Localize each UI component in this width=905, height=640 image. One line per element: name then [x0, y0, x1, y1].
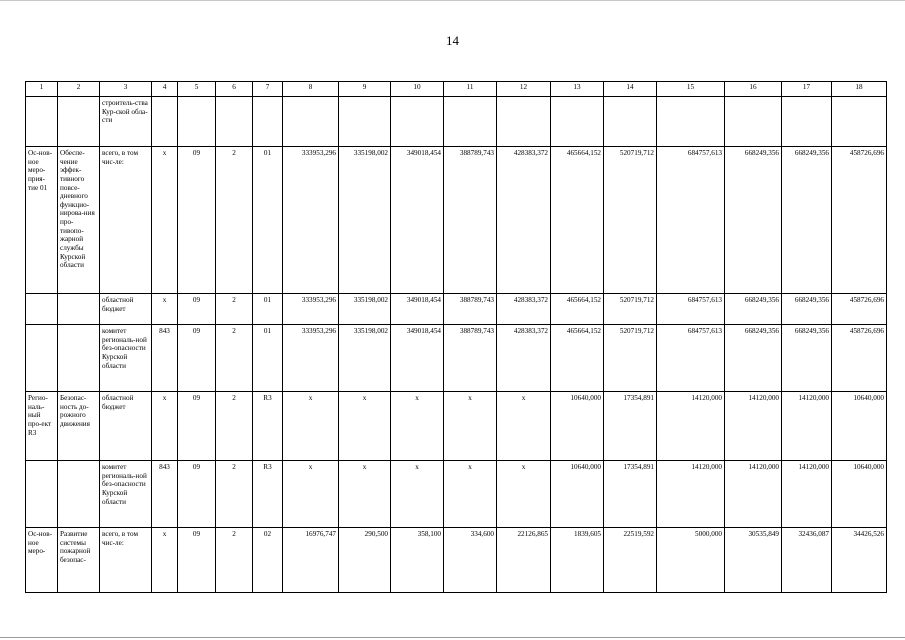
amount-cell: 668249,356 [782, 294, 832, 325]
amount-cell: 334,600 [444, 528, 497, 593]
amount-cell: 335198,002 [339, 294, 391, 325]
code-grbs-cell: х [152, 528, 178, 593]
funding-source-cell: комитет региональ-ной без-опасности Курской области [100, 325, 152, 392]
amount-cell: 465664,152 [551, 325, 604, 392]
amount-cell [657, 97, 725, 147]
funding-source-cell: строитель-ства Кур-ской обла-сти [100, 97, 152, 147]
amount-cell: 458726,696 [832, 325, 887, 392]
table-row [26, 528, 887, 593]
amount-cell: х [391, 461, 444, 528]
header-cell: 2 [58, 82, 100, 97]
funding-source-cell: комитет региональ-ной без-опасности Курской области [100, 461, 152, 528]
header-cell: 8 [283, 82, 339, 97]
header-cell: 14 [604, 82, 657, 97]
amount-cell: 428383,372 [497, 147, 551, 294]
program-element-cell: Регио-наль-ный про-ект R3 [26, 392, 58, 461]
amount-cell: 388789,743 [444, 325, 497, 392]
program-name-cell: Развитие системы пожарной безопас- [58, 528, 100, 593]
amount-cell: 10640,000 [832, 392, 887, 461]
amount-cell [283, 97, 339, 147]
code-target-cell: 01 [253, 294, 283, 325]
amount-cell: 1839,605 [551, 528, 604, 593]
code-section-cell: 09 [178, 325, 216, 392]
amount-cell: 333953,296 [283, 325, 339, 392]
amount-cell: 14120,000 [782, 461, 832, 528]
header-cell: 15 [657, 82, 725, 97]
header-cell: 12 [497, 82, 551, 97]
amount-cell: 465664,152 [551, 294, 604, 325]
amount-cell: 458726,696 [832, 147, 887, 294]
amount-cell: 358,100 [391, 528, 444, 593]
amount-cell: х [444, 392, 497, 461]
amount-cell: 520719,712 [604, 325, 657, 392]
amount-cell [725, 97, 782, 147]
amount-cell: 30535,849 [725, 528, 782, 593]
amount-cell: 14120,000 [725, 461, 782, 528]
code-subsection-cell: 2 [216, 147, 253, 294]
program-name-cell: Обеспе-чение эффек-тивного повсе-дневного функцио-нирова-ния про-тивопо-жарной службы Курской области [58, 147, 100, 294]
amount-cell: 668249,356 [725, 294, 782, 325]
funding-source-cell: всего, в том чис-ле: [100, 147, 152, 294]
program-element-cell [26, 325, 58, 392]
header-cell: 9 [339, 82, 391, 97]
amount-cell [782, 97, 832, 147]
code-grbs-cell: 843 [152, 461, 178, 528]
amount-cell [391, 97, 444, 147]
amount-cell: 428383,372 [497, 294, 551, 325]
header-cell: 16 [725, 82, 782, 97]
program-element-cell [26, 294, 58, 325]
code-target-cell: R3 [253, 392, 283, 461]
amount-cell: х [339, 392, 391, 461]
header-cell: 1 [26, 82, 58, 97]
header-cell: 17 [782, 82, 832, 97]
header-cell: 11 [444, 82, 497, 97]
amount-cell: 333953,296 [283, 147, 339, 294]
header-cell: 13 [551, 82, 604, 97]
amount-cell: 22519,592 [604, 528, 657, 593]
code-subsection-cell: 2 [216, 528, 253, 593]
amount-cell: 458726,696 [832, 294, 887, 325]
bottom-edge-line [0, 637, 905, 638]
code-grbs-cell [152, 97, 178, 147]
funding-source-cell: областной бюджет [100, 294, 152, 325]
amount-cell: 10640,000 [832, 461, 887, 528]
program-name-cell [58, 461, 100, 528]
amount-cell: 668249,356 [725, 325, 782, 392]
amount-cell: 333953,296 [283, 294, 339, 325]
code-section-cell: 09 [178, 294, 216, 325]
table-row [26, 294, 887, 325]
code-section-cell: 09 [178, 392, 216, 461]
code-subsection-cell: 2 [216, 294, 253, 325]
amount-cell: 684757,613 [657, 325, 725, 392]
program-element-cell: Ос-нов-ное меро-прия-тие 01 [26, 147, 58, 294]
header-cell: 3 [100, 82, 152, 97]
amount-cell: 335198,002 [339, 325, 391, 392]
amount-cell: 14120,000 [657, 392, 725, 461]
program-name-cell [58, 325, 100, 392]
table-row [26, 392, 887, 461]
amount-cell: 5000,000 [657, 528, 725, 593]
code-target-cell: 01 [253, 147, 283, 294]
code-grbs-cell: 843 [152, 325, 178, 392]
program-element-cell: Ос-нов-ное меро- [26, 528, 58, 593]
code-section-cell: 09 [178, 461, 216, 528]
amount-cell [832, 97, 887, 147]
amount-cell: х [497, 461, 551, 528]
amount-cell: 465664,152 [551, 147, 604, 294]
program-element-cell [26, 461, 58, 528]
program-name-cell [58, 97, 100, 147]
amount-cell: 349018,454 [391, 294, 444, 325]
amount-cell: 428383,372 [497, 325, 551, 392]
amount-cell: 668249,356 [725, 147, 782, 294]
table-row [26, 147, 887, 294]
code-section-cell: 09 [178, 528, 216, 593]
amount-cell: 14120,000 [657, 461, 725, 528]
budget-table [25, 81, 887, 593]
code-target-cell: 02 [253, 528, 283, 593]
code-section-cell [178, 97, 216, 147]
code-grbs-cell: х [152, 392, 178, 461]
amount-cell: 684757,613 [657, 147, 725, 294]
amount-cell: 349018,454 [391, 325, 444, 392]
amount-cell: х [283, 461, 339, 528]
amount-cell: х [444, 461, 497, 528]
code-subsection-cell: 2 [216, 325, 253, 392]
code-subsection-cell: 2 [216, 461, 253, 528]
header-cell: 18 [832, 82, 887, 97]
funding-source-cell: всего, в том чис-ле: [100, 528, 152, 593]
amount-cell [339, 97, 391, 147]
amount-cell: х [339, 461, 391, 528]
amount-cell: 10640,000 [551, 461, 604, 528]
code-section-cell: 09 [178, 147, 216, 294]
header-cell: 7 [253, 82, 283, 97]
amount-cell: 668249,356 [782, 325, 832, 392]
amount-cell: 520719,712 [604, 147, 657, 294]
amount-cell [444, 97, 497, 147]
table-row [26, 325, 887, 392]
amount-cell: 684757,613 [657, 294, 725, 325]
amount-cell: 17354,891 [604, 461, 657, 528]
header-cell: 4 [152, 82, 178, 97]
amount-cell: 520719,712 [604, 294, 657, 325]
amount-cell: 34426,526 [832, 528, 887, 593]
header-cell: 5 [178, 82, 216, 97]
amount-cell: х [283, 392, 339, 461]
top-edge-line [0, 0, 905, 1]
amount-cell: 349018,454 [391, 147, 444, 294]
amount-cell: 14120,000 [782, 392, 832, 461]
amount-cell: 32436,087 [782, 528, 832, 593]
code-subsection-cell: 2 [216, 392, 253, 461]
code-target-cell: R3 [253, 461, 283, 528]
program-element-cell [26, 97, 58, 147]
amount-cell: 22126,865 [497, 528, 551, 593]
amount-cell: 335198,002 [339, 147, 391, 294]
code-target-cell: 01 [253, 325, 283, 392]
amount-cell: 290,500 [339, 528, 391, 593]
page-number: 14 [446, 33, 459, 48]
amount-cell: 10640,000 [551, 392, 604, 461]
program-name-cell [58, 294, 100, 325]
code-target-cell [253, 97, 283, 147]
header-cell: 6 [216, 82, 253, 97]
amount-cell [604, 97, 657, 147]
amount-cell: х [497, 392, 551, 461]
code-grbs-cell: х [152, 294, 178, 325]
code-grbs-cell: х [152, 147, 178, 294]
amount-cell [551, 97, 604, 147]
funding-source-cell: областной бюджет [100, 392, 152, 461]
code-subsection-cell [216, 97, 253, 147]
table-row [26, 461, 887, 528]
header-cell: 10 [391, 82, 444, 97]
amount-cell [497, 97, 551, 147]
table-row [26, 97, 887, 147]
header-row [26, 82, 887, 97]
amount-cell: 388789,743 [444, 147, 497, 294]
amount-cell: 388789,743 [444, 294, 497, 325]
amount-cell: 16976,747 [283, 528, 339, 593]
amount-cell: 14120,000 [725, 392, 782, 461]
amount-cell: 668249,356 [782, 147, 832, 294]
amount-cell: 17354,891 [604, 392, 657, 461]
program-name-cell: Безопас-ность до-рожного движения [58, 392, 100, 461]
amount-cell: х [391, 392, 444, 461]
